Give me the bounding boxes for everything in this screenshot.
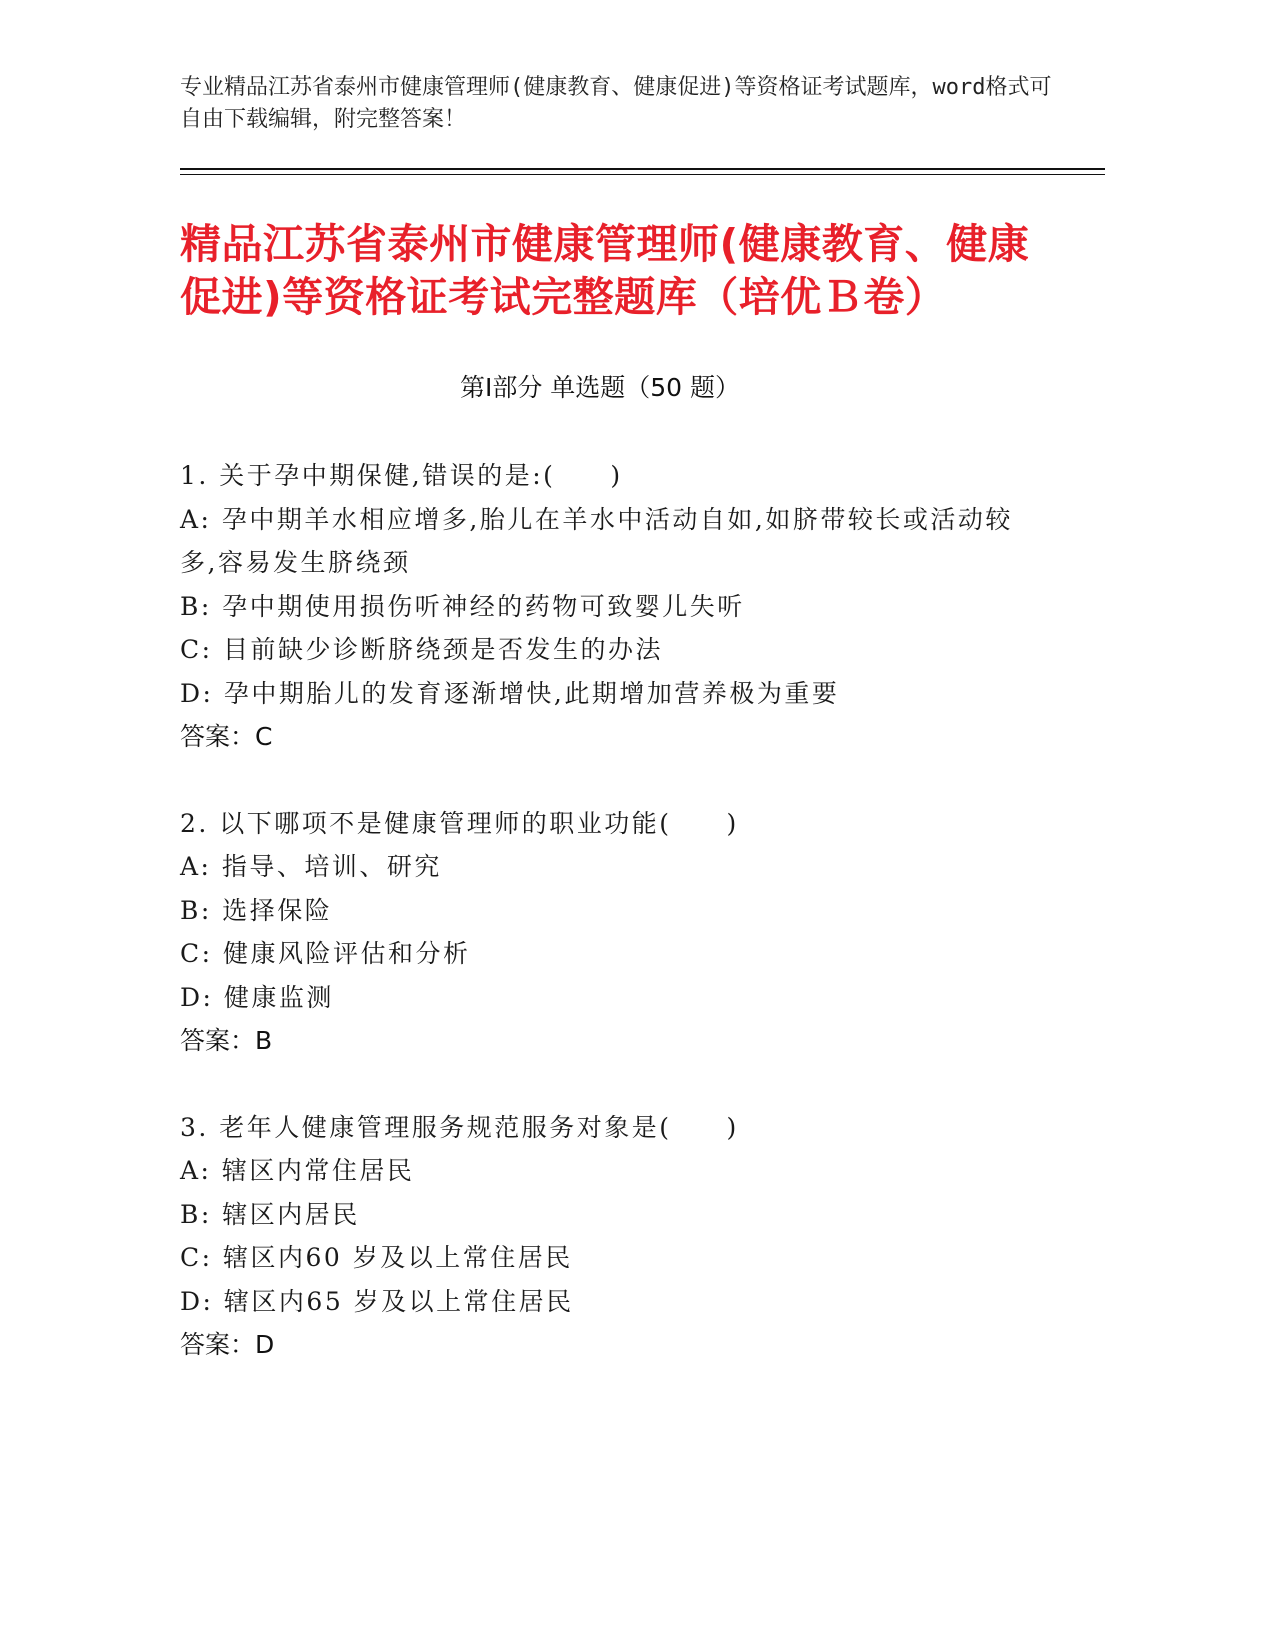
option-c: C: 健康风险评估和分析	[180, 939, 471, 968]
option-a: A: 辖区内常住居民	[180, 1156, 415, 1185]
answer: 答案：C	[180, 722, 273, 751]
option-d: D: 健康监测	[180, 982, 334, 1012]
option-b: B: 辖区内居民	[180, 1199, 360, 1229]
question-3	[180, 1106, 1040, 1367]
header-note: 专业精品江苏省泰州市健康管理师(健康教育、健康促进)等资格证考试题库，word格式可自由下载编辑，附完整答案！	[180, 75, 1052, 132]
option-b: B: 孕中期使用损伤听神经的药物可致婴儿失听	[180, 591, 745, 621]
question-stem: 1. 关于孕中期保健,错误的是:( )	[180, 461, 623, 490]
header-rule-thick	[180, 168, 1105, 170]
header-rule-thin	[180, 174, 1105, 175]
option-c: C: 辖区内60 岁及以上常住居民	[180, 1243, 573, 1272]
option-a: A: 指导、培训、研究	[180, 852, 442, 881]
option-b: B: 选择保险	[180, 895, 333, 925]
document-title: 精品江苏省泰州市健康管理师(健康教育、健康促进)等资格证考试完整题库（培优Ｂ卷）	[180, 220, 1030, 321]
answer: 答案：D	[180, 1330, 275, 1359]
question-2	[180, 802, 1040, 1063]
option-d: D: 辖区内65 岁及以上常住居民	[180, 1286, 574, 1316]
option-a: A: 孕中期羊水相应增多,胎儿在羊水中活动自如,如脐带较长或活动较多,容易发生脐绕颈	[180, 504, 1013, 577]
question-stem: 3. 老年人健康管理服务规范服务对象是( )	[180, 1112, 739, 1142]
option-d: D: 孕中期胎儿的发育逐渐增快,此期增加营养极为重要	[180, 678, 840, 708]
section-title: 第Ⅰ部分 单选题（50 题）	[459, 373, 741, 402]
answer: 答案：B	[180, 1026, 273, 1055]
question-list	[180, 454, 1040, 1410]
question-stem: 2. 以下哪项不是健康管理师的职业功能( )	[180, 808, 739, 838]
question-1	[180, 454, 1040, 759]
option-c: C: 目前缺少诊断脐绕颈是否发生的办法	[180, 635, 663, 664]
